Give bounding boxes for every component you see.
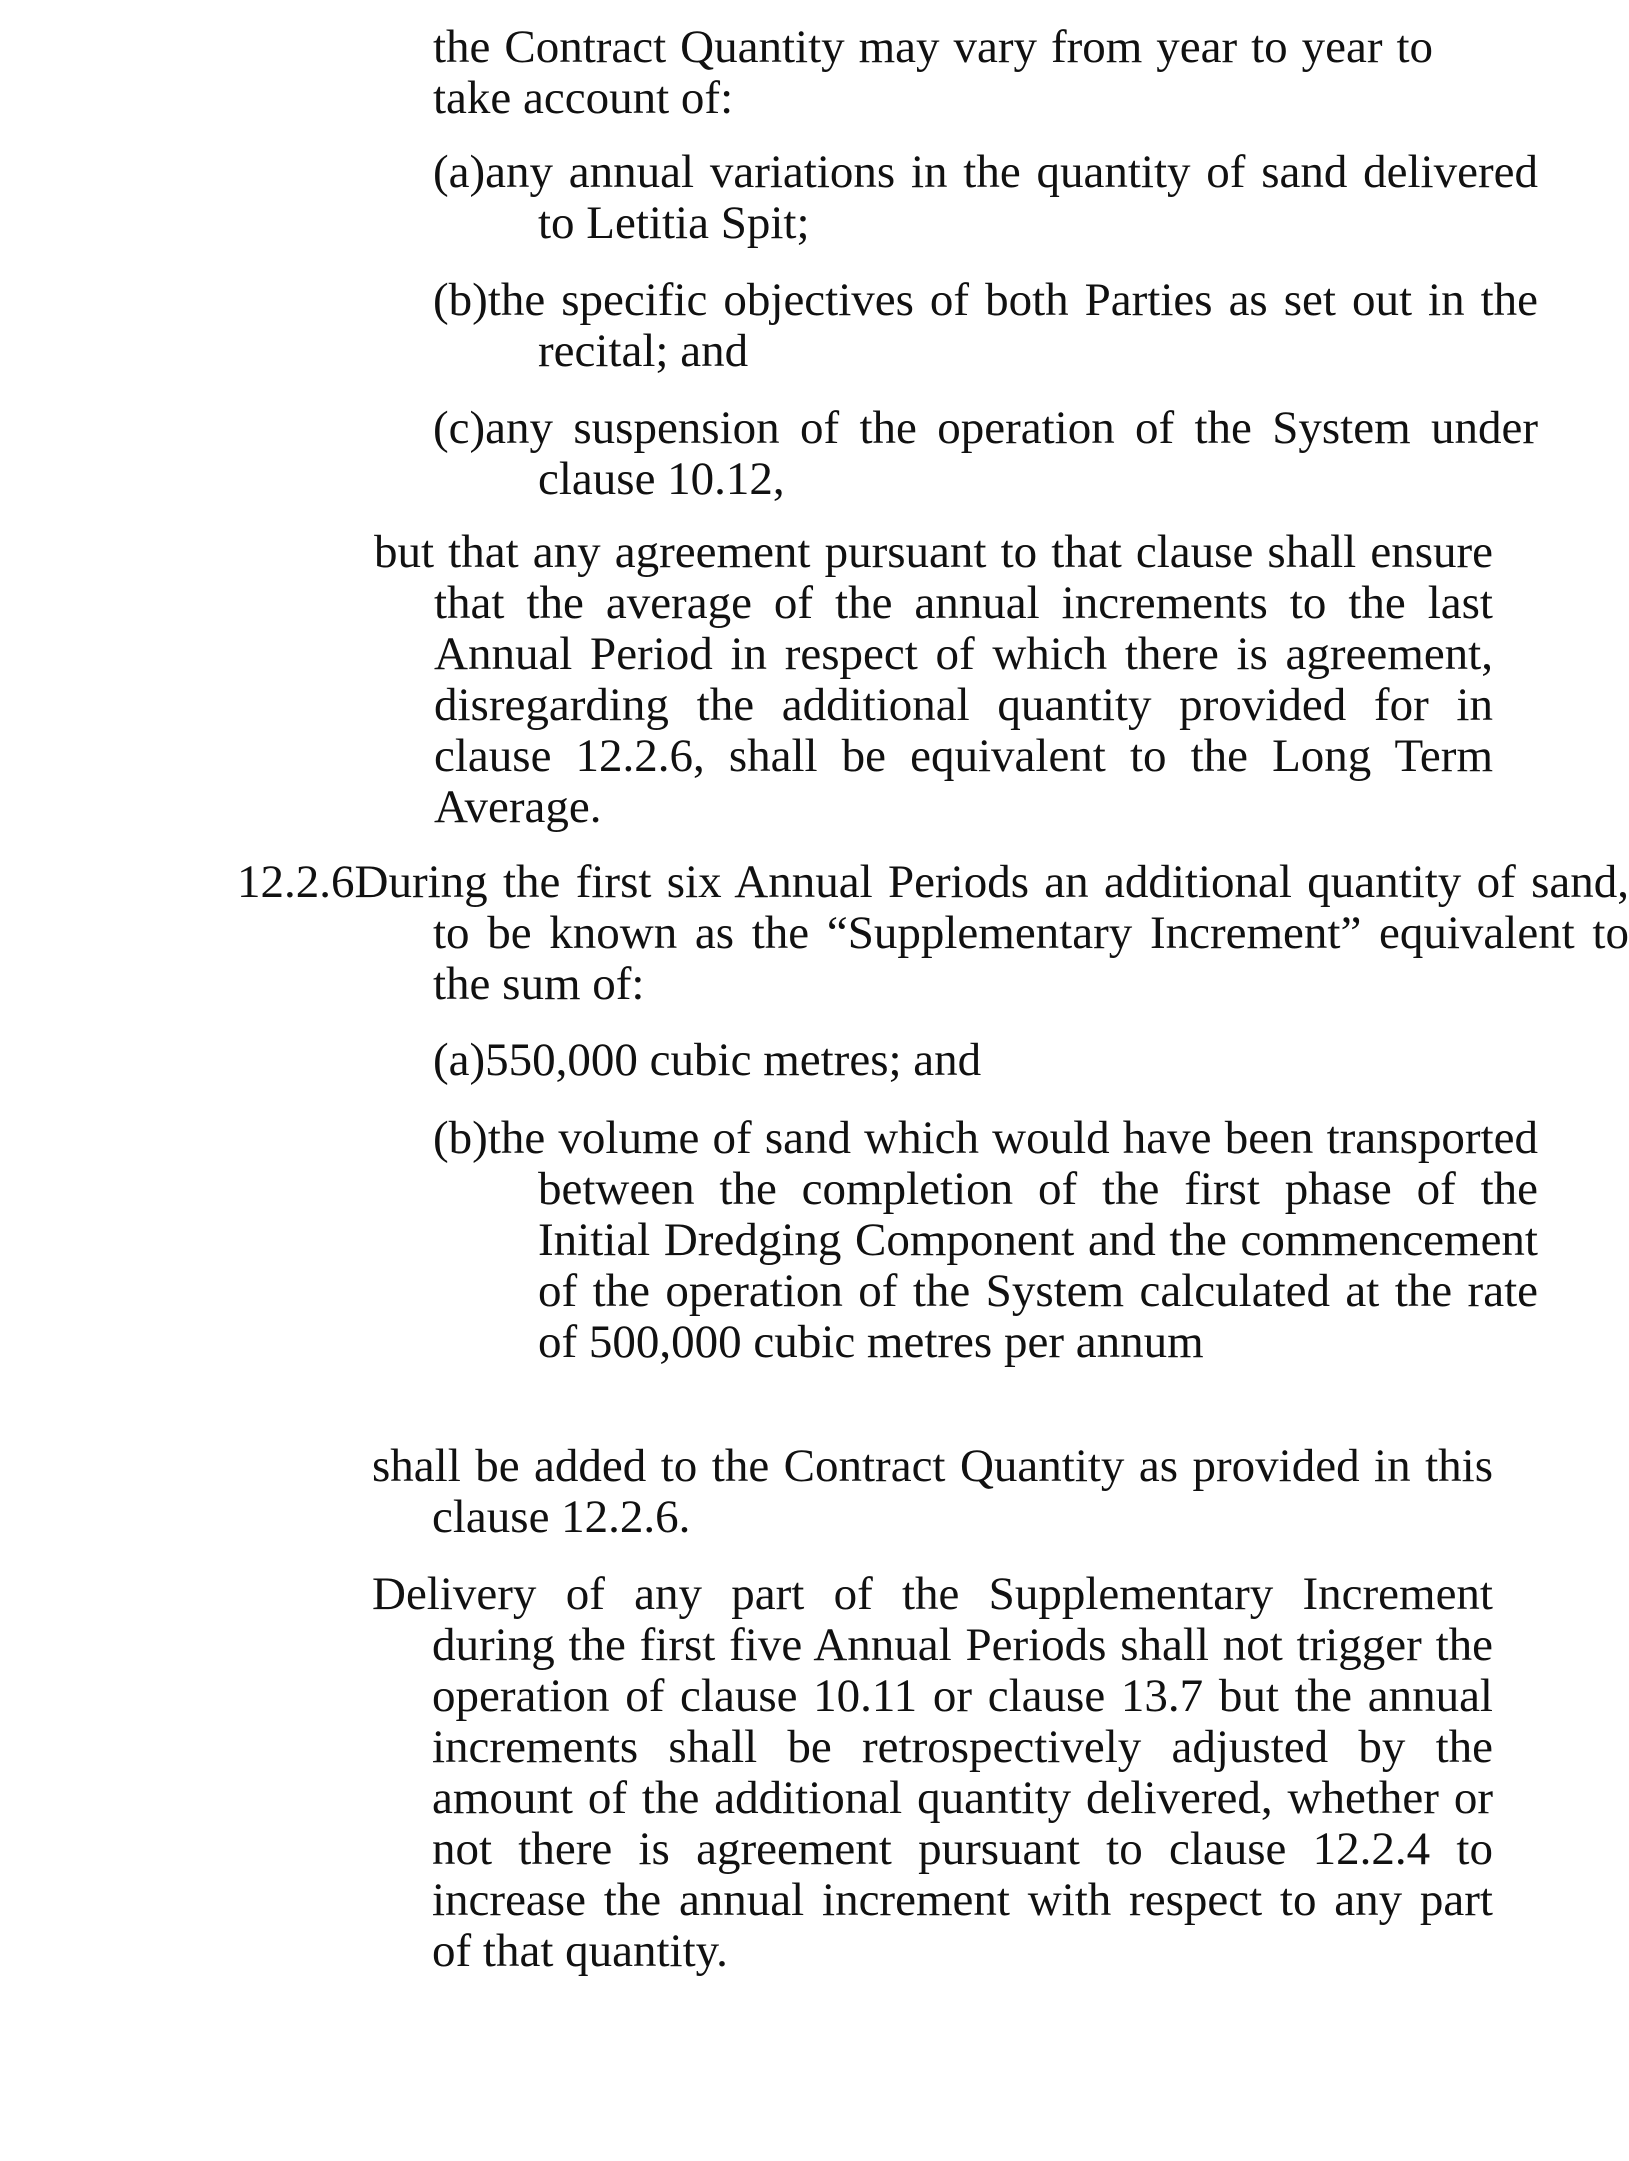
list-item bbox=[433, 1035, 1538, 1086]
but-paragraph: but that any agreement pursuant to that clause shall ensure that the average of the annual increments to the last Annual Period in respect of which there is agreement, disregarding the additional quantity provided for in clause 12.2.6, shall be equivalent to the Long Term Average. bbox=[374, 526, 1493, 833]
clause-text: During the first six Annual Periods an additional quantity of sand, to be known as the “Supplementary Increment” equivalent to the sum of: bbox=[354, 856, 1629, 1010]
clause-12-2-6 bbox=[237, 857, 1629, 1010]
list-item-text: 550,000 cubic metres; and bbox=[485, 1034, 982, 1086]
list-item-text: the volume of sand which would have been transported between the completion of the first phase of the Initial Dredging Component and the commencement of the operation of the System calculated at the rate of 500,000 cubic metres per annum bbox=[487, 1112, 1538, 1368]
list-item bbox=[433, 147, 1538, 249]
list-item-text: any suspension of the operation of the System under clause 10.12, bbox=[485, 402, 1538, 505]
delivery-paragraph: Delivery of any part of the Supplementary Increment during the first five Annual Periods shall not trigger the operation of clause 10.11 or clause 13.7 but the annual increments shall be retrospectively adjusted by the amount of the additional quantity delivered, whether or not there is agreement pursuant to clause 12.2.4 to increase the annual increment with respect to any part of that quantity. bbox=[372, 1568, 1493, 1977]
list-item bbox=[433, 1113, 1538, 1368]
list-marker: (c) bbox=[433, 402, 486, 454]
list-marker: (a) bbox=[433, 146, 486, 198]
list-marker: (b) bbox=[433, 1112, 488, 1164]
list-item-text: any annual variations in the quantity of sand delivered to Letitia Spit; bbox=[485, 146, 1538, 249]
list-item bbox=[433, 403, 1538, 505]
shall-paragraph: shall be added to the Contract Quantity as provided in this clause 12.2.6. bbox=[372, 1440, 1493, 1543]
list-marker: (b) bbox=[433, 274, 488, 326]
list-marker: (a) bbox=[433, 1034, 486, 1086]
list-item-text: the specific objectives of both Parties as set out in the recital; and bbox=[487, 274, 1538, 377]
intro-paragraph: the Contract Quantity may vary from year to year to take account of: bbox=[433, 21, 1433, 124]
clause-number: 12.2.6 bbox=[237, 856, 355, 908]
list-item bbox=[433, 275, 1538, 377]
